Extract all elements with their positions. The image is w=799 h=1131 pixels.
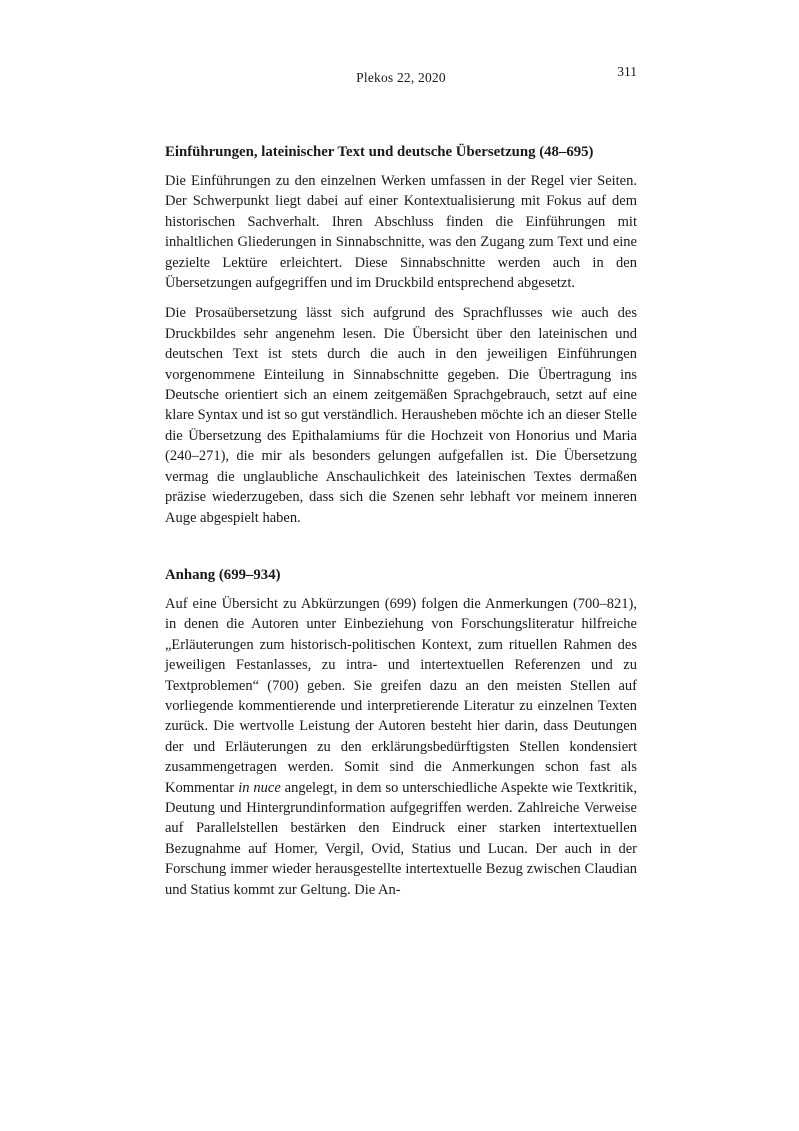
page-content (165, 142, 637, 900)
paragraph-anhang-italic-phrase: in nuce (238, 779, 281, 796)
page-header (165, 64, 637, 86)
paragraph-anhang (165, 594, 637, 900)
running-title: Plekos 22, 2020 (356, 70, 446, 85)
paragraph-einfuehrungen-1: Die Einführungen zu den einzelnen Werken umfassen in der Regel vier Seiten. Der Schwerpunkt liegt dabei auf einer Kontextualisierung mit Fokus auf dem historischen Sachverhalt. Ihren Abschluss finden die Einführungen mit inhaltlichen Gliederungen in Sinnabschnitte, was den Zugang zum Text und eine gezielte Lektüre erleichtert. Diese Sinnabschnitte werden auch in den Übersetzungen aufgegriffen und im Druckbild entsprechend abgesetzt. (165, 173, 637, 292)
section-heading-einfuehrungen: Einführungen, lateinischer Text und deutsche Übersetzung (48–695) (165, 144, 594, 160)
paragraph-anhang-text: Auf eine Übersicht zu Abkürzungen (699) folgen die Anmerkungen (700–821), in denen die Autoren unter Einbeziehung von Forschungsliteratur hilfreiche „Erläuterungen zum historisch-politischen Kontext, zum rituellen Rahmen des jeweiligen Festanlasses, zu intra- und intertextuellen Referenzen und zu Textproblemen“ (700) geben. Sie greifen dazu an den meisten Stellen auf vorliegende kommentierende und interpretierende Literatur zu einzelnen Texten zurück. Die wertvolle Leistung der Autoren besteht hier darin, dass Deutungen der und Erläuterungen zu den erklärungsbedürftigsten Stellen kondensiert zusammengetragen werden. Somit sind die Anmerkungen schon fast als Kommentar (165, 595, 637, 796)
paragraph-einfuehrungen-2: Die Prosaübersetzung lässt sich aufgrund des Sprachflusses wie auch des Druckbildes sehr angenehm lesen. Die Übersicht über den lateinischen und deutschen Text ist stets durch die auch in den jeweiligen Einführungen vorgenommene Einteilung in Sinnabschnitte gegeben. Die Übertragung ins Deutsche orientiert sich an einem zeitgemäßen Sprachgebrauch, setzt auf eine klare Syntax und ist so gut verständlich. Herausheben möchte ich an dieser Stelle die Übersetzung des Epithalamiums für die Hochzeit von Honorius und Maria (240–271), die mir als besonders gelungen aufgefallen ist. Die Übersetzung vermag die unglaubliche Anschaulichkeit des lateinischen Textes dermaßen präzise wiederzugeben, dass sich die Szenen sehr lebhaft vor meinem inneren Auge abgespielt haben. (165, 305, 637, 526)
section-heading-anhang: Anhang (699–934) (165, 566, 281, 583)
page-number: 311 (617, 64, 637, 79)
paragraph-anhang-text: angelegt, in dem so unterschiedliche Aspekte wie Textkritik, Deutung und Hintergrundinformation aufgegriffen werden. Zahlreiche Verweise auf Parallelstellen bestärken den Eindruck einer starken intertextuellen Bezugnahme auf Homer, Vergil, Ovid, Statius und Lucan. Der auch in der Forschung immer wieder herausgestellte intertextuelle Bezug zwischen Claudian und Statius kommt zur Geltung. Die An- (165, 779, 637, 898)
